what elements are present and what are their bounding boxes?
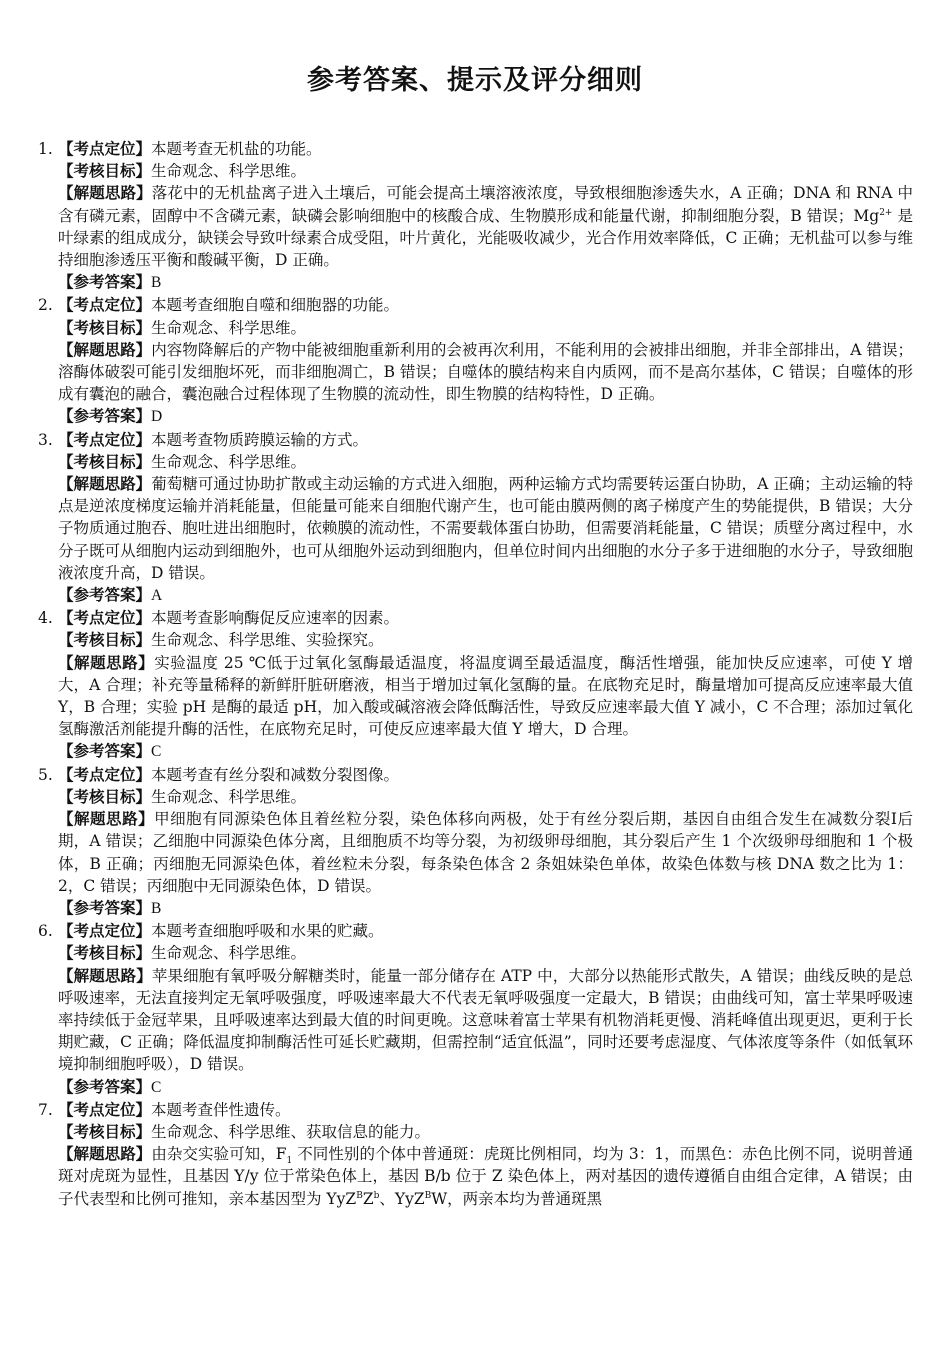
- silu-label: 【解题思路】: [58, 1145, 152, 1164]
- silu-label: 【解题思路】: [58, 475, 152, 494]
- silu-label: 【解题思路】: [58, 966, 152, 985]
- kaodian-label: 【考点定位】: [58, 1100, 152, 1119]
- silu-text: 甲细胞有同源染色体且着丝粒分裂，染色体移向两极，处于有丝分裂后期，基因自由组合发生在减数分裂Ⅰ后期，A 错误；乙细胞中同源染色体分离，且细胞质不均等分裂，为初级卵母细胞，其分裂后产生 1 个次级卵母细胞和 1 个极体，B 正确；丙细胞无同源染色体，着丝粒未分裂，每条染色体含 2 条姐妹染色单体，故染色体数与核 DNA 数之比为 1：2，C 错误；丙细胞中无同源染色体，D 错误。: [58, 810, 913, 895]
- kaodian-label: 【考点定位】: [58, 765, 152, 784]
- mubiao-label: 【考核目标】: [58, 944, 152, 963]
- question-number: 4.: [38, 609, 53, 628]
- kaodian-text: 本题考查伴性遗传。: [151, 1100, 291, 1119]
- mubiao-text: 生命观念、科学思维。: [151, 452, 307, 471]
- silu-text: 落花中的无机盐离子进入土壤后，可能会提高土壤溶液浓度，导致根细胞渗透失水，A 正确；DNA 和 RNA 中含有磷元素，固醇中不含磷元素，缺磷会影响细胞中的核酸合成、生物膜形成和能量代谢，抑制细胞分裂，B 错误；Mg: [58, 184, 913, 225]
- mubiao-label: 【考核目标】: [58, 787, 152, 806]
- answer-line: [38, 405, 913, 428]
- answer-value: C: [151, 743, 162, 761]
- mubiao-line: [38, 1121, 913, 1143]
- silu-label: 【解题思路】: [58, 340, 152, 359]
- mubiao-label: 【考核目标】: [58, 1122, 152, 1141]
- kaodian-text: 本题考查影响酶促反应速率的因素。: [151, 609, 400, 628]
- silu-text-cont: Z: [362, 1189, 374, 1208]
- answer-label: 【参考答案】: [58, 1077, 152, 1096]
- kaodian-line: [38, 1099, 913, 1121]
- silu-line: [38, 1143, 913, 1210]
- kaodian-text: 本题考查有丝分裂和减数分裂图像。: [151, 765, 400, 784]
- answer-content: [38, 138, 913, 1210]
- answer-value: D: [151, 408, 163, 426]
- mubiao-line: [38, 160, 913, 182]
- silu-line: [38, 808, 913, 897]
- answer-line: [38, 897, 913, 920]
- question-4: [38, 607, 913, 763]
- kaodian-line: [38, 607, 913, 629]
- question-1: [38, 138, 913, 294]
- mubiao-label: 【考核目标】: [58, 631, 152, 650]
- silu-superscript: B: [356, 1190, 363, 1201]
- kaodian-label: 【考点定位】: [58, 140, 152, 158]
- answer-label: 【参考答案】: [58, 273, 152, 292]
- silu-superscript: b: [373, 1190, 380, 1201]
- kaodian-label: 【考点定位】: [58, 609, 152, 628]
- silu-text: 由杂交实验可知，F: [151, 1145, 287, 1164]
- answer-line: [38, 740, 913, 763]
- question-5: [38, 764, 913, 920]
- silu-label: 【解题思路】: [58, 184, 152, 203]
- answer-line: [38, 1076, 913, 1099]
- kaodian-text: 本题考查细胞呼吸和水果的贮藏。: [151, 922, 384, 941]
- kaodian-line: [38, 294, 913, 316]
- kaodian-line: [38, 138, 913, 160]
- question-number: 7.: [38, 1100, 53, 1119]
- question-number: 1.: [38, 140, 53, 158]
- kaodian-text: 本题考查无机盐的功能。: [151, 140, 322, 158]
- silu-label: 【解题思路】: [58, 810, 155, 829]
- mubiao-line: [38, 451, 913, 473]
- silu-text: 实验温度 25 ℃低于过氧化氢酶最适温度，将温度调至最适温度，酶活性增强，能加快反应速率，可使 Y 增大，A 合理；补充等量稀释的新鲜肝脏研磨液，相当于增加过氧化氢酶的量。在底物充足时，酶量增加可提高反应速率最大值 Y，B 合理；实验 pH 是酶的最适 pH，加入酸或碱溶液会降低酶活性，导致反应速率最大值 Y 减小，C 不合理；添加过氧化氢酶激活剂能提升酶的活性，在底物充足时，可使反应速率最大值 Y 增大，D 合理。: [58, 653, 913, 739]
- silu-label: 【解题思路】: [58, 653, 155, 672]
- silu-text-cont: 不同性别的个体中普通斑：虎斑比例相同，均为 3：1，而黑色：赤色比例不同，说明普通斑对虎斑为显性，且基因 Y/y 位于常染色体上，基因 B/b 位于 Z 染色体上，两对基因的遗传遵循自由组合定律，A 错误；由子代表型和比例可推知，亲本基因型为 YyZ: [58, 1145, 913, 1208]
- silu-text: 葡萄糖可通过协助扩散或主动运输的方式进入细胞，两种运输方式均需要转运蛋白协助，A 正确；主动运输的特点是逆浓度梯度运输并消耗能量，但能量可能来自细胞代谢产生，也可能由膜两侧的离子梯度产生的势能提供，B 错误；大分子物质通过胞吞、胞吐进出细胞时，依赖膜的流动性，不需要载体蛋白协助，但需要消耗能量，C 错误；质壁分离过程中，水分子既可从细胞内运动到细胞外，也可从细胞外运动到细胞内，但单位时间内出细胞的水分子多于进细胞的水分子，导致细胞液浓度升高，D 错误。: [58, 475, 913, 582]
- answer-label: 【参考答案】: [58, 407, 152, 426]
- page-title: 参考答案、提示及评分细则: [307, 65, 643, 96]
- answer-label: 【参考答案】: [58, 586, 152, 605]
- mubiao-text: 生命观念、科学思维。: [151, 318, 307, 337]
- answer-value: C: [151, 1078, 162, 1096]
- question-2: [38, 294, 913, 428]
- mubiao-label: 【考核目标】: [58, 162, 152, 181]
- answer-value: B: [151, 274, 162, 292]
- question-3: [38, 429, 913, 608]
- question-number: 3.: [38, 430, 53, 449]
- silu-subscript: 1: [286, 1156, 293, 1167]
- answer-value: B: [151, 899, 162, 917]
- kaodian-label: 【考点定位】: [58, 430, 152, 449]
- question-number: 2.: [38, 296, 53, 315]
- mubiao-line: [38, 786, 913, 808]
- answer-value: A: [151, 587, 163, 605]
- mubiao-text: 生命观念、科学思维。: [151, 944, 307, 963]
- silu-text: 苹果细胞有氧呼吸分解糖类时，能量一部分储存在 ATP 中，大部分以热能形式散失，A 错误；曲线反映的是总呼吸速率，无法直接判定无氧呼吸强度，呼吸速率最大不代表无氧呼吸强度一定最大，B 错误；由曲线可知，富士苹果呼吸速率持续低于金冠苹果，且呼吸速率达到最大值的时间更晚。这意味着富士苹果有机物消耗更慢、消耗峰值出现更迟，更利于长期贮藏，C 正确；降低温度抑制酶活性可延长贮藏期，但需控制“适宜低温”，同时还要考虑湿度、气体浓度等条件（如低氧环境抑制细胞呼吸），D 错误。: [58, 966, 913, 1074]
- mubiao-line: [38, 629, 913, 651]
- mubiao-text: 生命观念、科学思维。: [151, 787, 307, 806]
- question-number: 5.: [38, 765, 53, 784]
- silu-line: [38, 339, 913, 406]
- mubiao-text: 生命观念、科学思维、实验探究。: [151, 631, 384, 650]
- silu-line: [38, 473, 913, 584]
- silu-line: [38, 965, 913, 1076]
- silu-superscript: 2+: [879, 207, 893, 218]
- answer-line: [38, 584, 913, 607]
- kaodian-line: [38, 920, 913, 942]
- answer-line: [38, 271, 913, 294]
- kaodian-label: 【考点定位】: [58, 922, 152, 941]
- mubiao-line: [38, 317, 913, 339]
- kaodian-text: 本题考查物质跨膜运输的方式。: [151, 430, 369, 449]
- silu-text-cont: W，两亲本均为普通斑黑: [431, 1189, 603, 1208]
- question-6: [38, 920, 913, 1099]
- silu-text-cont: 是叶绿素的组成成分，缺镁会导致叶绿素合成受阻，叶片黄化，光能吸收减少，光合作用效率降低，C 正确；无机盐可以参与维持细胞渗透压平衡和酸碱平衡，D 正确。: [58, 206, 913, 270]
- mubiao-label: 【考核目标】: [58, 318, 152, 337]
- answer-label: 【参考答案】: [58, 898, 152, 917]
- mubiao-label: 【考核目标】: [58, 452, 152, 471]
- silu-text-cont: 、YyZ: [379, 1189, 425, 1208]
- silu-text: 内容物降解后的产物中能被细胞重新利用的会被再次利用，不能利用的会被排出细胞，并非全部排出，A 错误；溶酶体破裂可能引发细胞坏死，而非细胞凋亡，B 错误；自噬体的膜结构来自内质网，而不是高尔基体，C 错误；自噬体的形成有囊泡的融合，囊泡融合过程体现了生物膜的流动性，即生物膜的结构特性，D 正确。: [58, 340, 913, 404]
- kaodian-text: 本题考查细胞自噬和细胞器的功能。: [151, 296, 400, 315]
- question-number: 6.: [38, 922, 53, 941]
- kaodian-line: [38, 429, 913, 451]
- silu-line: [38, 182, 913, 271]
- answer-label: 【参考答案】: [58, 742, 152, 761]
- mubiao-text: 生命观念、科学思维。: [151, 162, 307, 181]
- mubiao-line: [38, 942, 913, 964]
- question-7: [38, 1099, 913, 1210]
- mubiao-text: 生命观念、科学思维、获取信息的能力。: [151, 1122, 431, 1141]
- silu-superscript: B: [424, 1190, 432, 1201]
- kaodian-label: 【考点定位】: [58, 296, 152, 315]
- kaodian-line: [38, 764, 913, 786]
- silu-line: [38, 652, 913, 741]
